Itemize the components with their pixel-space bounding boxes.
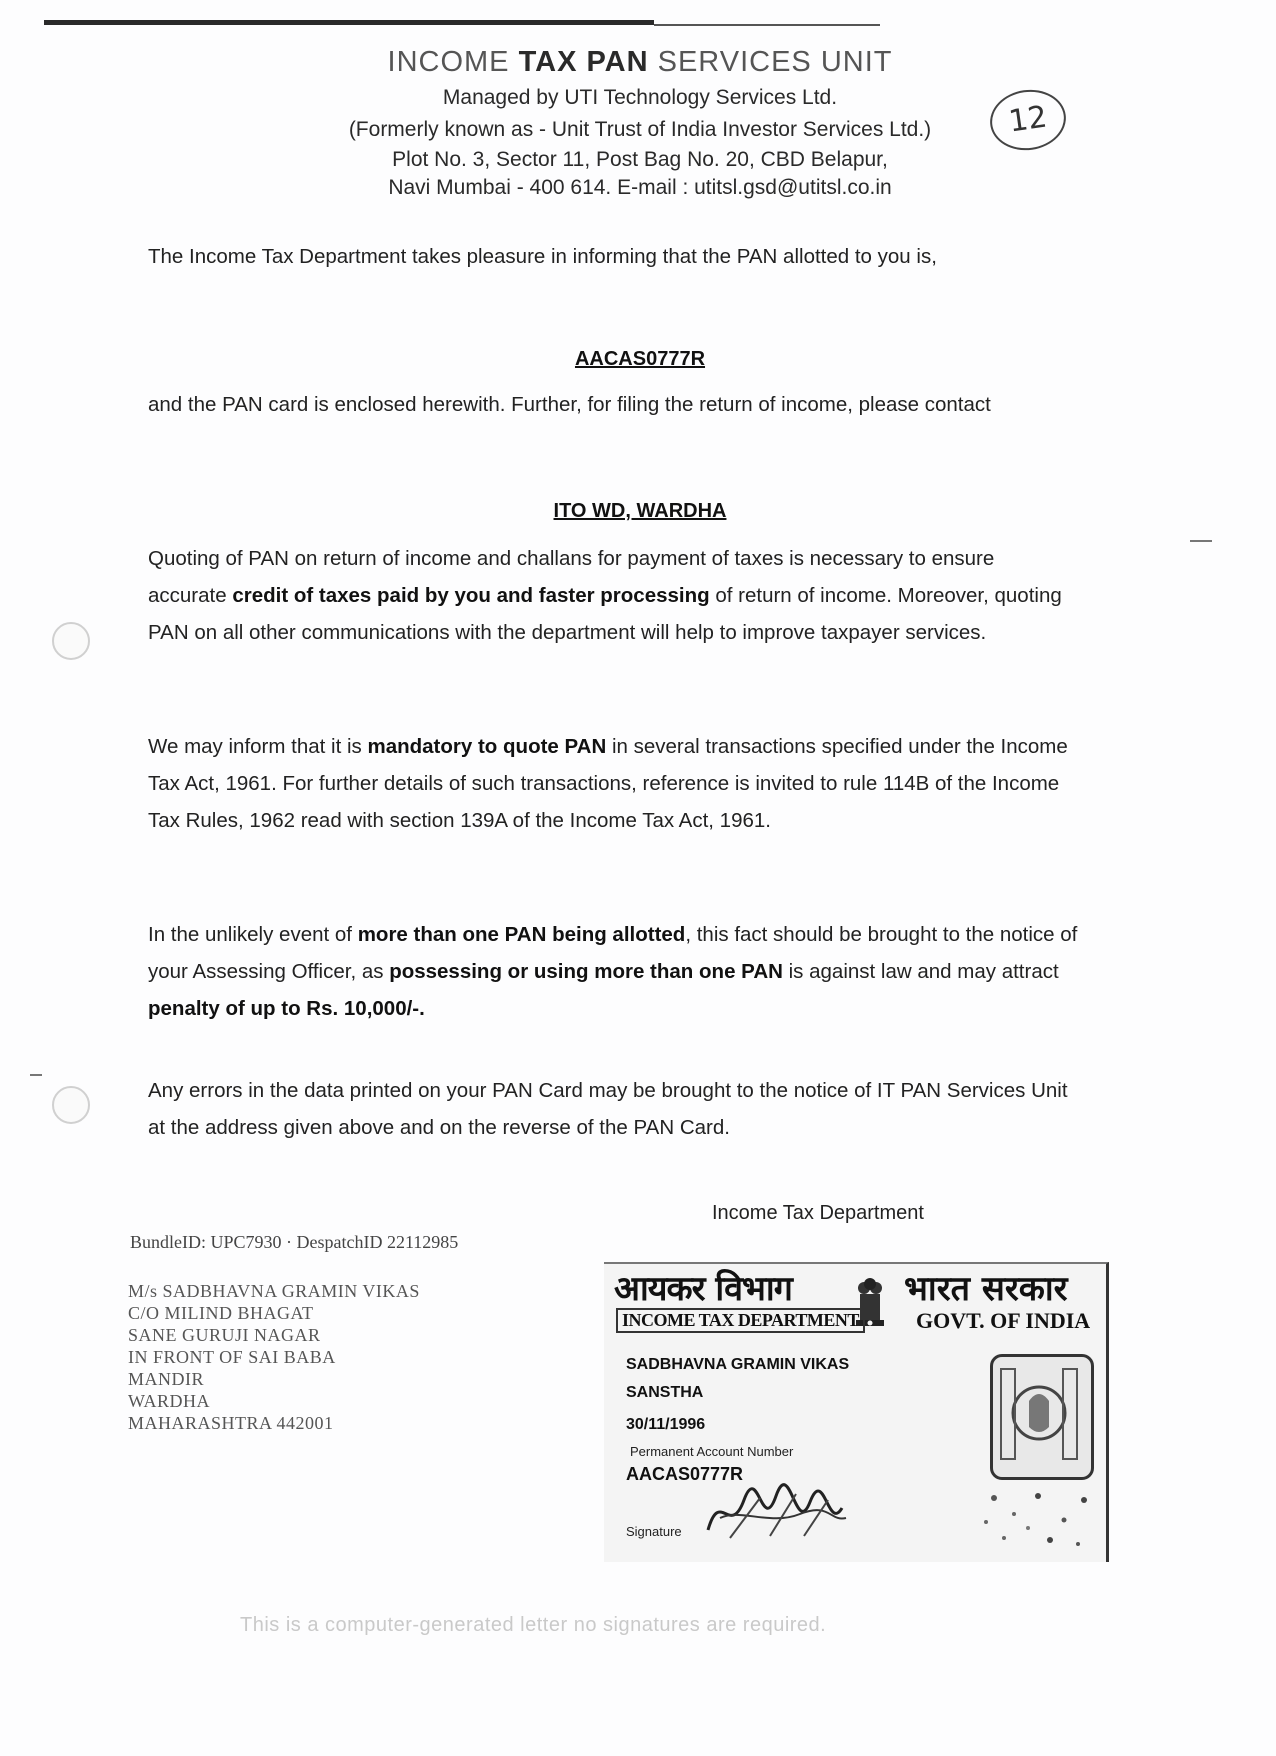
unlikely-paragraph [148,916,1078,1027]
itd-caption: Income Tax Department [712,1202,924,1224]
intro-paragraph: The Income Tax Department takes pleasure in informing that the PAN allotted to you is, [148,245,937,268]
address-line: SANE GURUJI NAGAR [128,1325,321,1345]
card-dept: INCOME TAX DEPARTMENT [616,1308,865,1333]
top-rule [44,20,654,25]
address-line: M/s SADBHAVNA GRAMIN VIKAS [128,1281,420,1301]
address-line: MAHARASHTRA 442001 [128,1413,334,1433]
quoting-text-bold: credit of taxes paid by you and faster processing [232,584,710,607]
quoting-paragraph [148,540,1078,651]
unlikely-text-bold-2: possessing or using more than one PAN [389,960,783,983]
letterhead-title-faint-2: SERVICES UNIT [657,46,893,78]
card-govt: GOVT. OF INDIA [916,1308,1091,1333]
unlikely-text-c: is against law and may attract [782,960,1059,983]
card-name-line-1: SADBHAVNA GRAMIN VIKAS [626,1356,850,1373]
mandatory-text-a: We may inform that it is [148,735,368,758]
punch-hole [52,1086,90,1124]
unlikely-text-b: , this fact should be brought to the notice of your Assessing Officer, as [148,923,1078,983]
unlikely-text-bold-3: penalty of up to Rs. 10,000/-. [148,997,425,1020]
address-line: IN FRONT OF SAI BABA [128,1347,336,1367]
address-line: C/O MILIND BHAGAT [128,1303,314,1323]
letterhead-title-faint: INCOME [387,46,510,78]
letterhead-title-bold: TAX PAN [518,46,649,78]
footer-note: This is a computer-generated letter no signatures are required. [240,1614,827,1636]
card-signature-label: Signature [626,1524,682,1539]
letterhead-address-1: Plot No. 3, Sector 11, Post Bag No. 20, CBD Belapur, [392,148,888,171]
top-rule-thin [654,24,880,26]
mandatory-text-bold: mandatory to quote PAN [367,735,607,758]
margin-mark [30,1074,42,1076]
punch-hole [52,622,90,660]
card-name-line-2: SANSTHA [626,1384,704,1401]
pan-number: AACAS0777R [574,348,706,370]
letterhead-managed-by: Managed by UTI Technology Services Ltd. [442,86,838,109]
card-hindi-govt: भारत सरकार [904,1269,1068,1309]
errors-paragraph: Any errors in the data printed on your PAN Card may be brought to the notice of IT PAN Services Unit at the address given above and on the reverse of the PAN Card. [148,1079,1068,1139]
card-pan-number: AACAS0777R [626,1464,744,1484]
mandatory-paragraph [148,728,1078,839]
card-date: 30/11/1996 [626,1416,706,1433]
address-line: WARDHA [128,1391,210,1411]
signature-scribble-icon [700,1478,850,1548]
address-line: MANDIR [128,1369,205,1389]
quoting-text-b: of return of income. Moreover, quoting PAN on all other communications with the department will help to improve taxpayer services. [148,584,1062,644]
enclosed-paragraph: and the PAN card is enclosed herewith. Further, for filing the return of income, please contact [148,393,991,416]
card-pan-label: Permanent Account Number [630,1444,794,1459]
unlikely-text-a: In the unlikely event of [148,923,358,946]
card-photo-frame [990,1354,1094,1480]
card-photo-hologram-icon [993,1357,1085,1471]
card-hindi-dept: आयकर विभाग [614,1269,792,1309]
letterhead-formerly: (Formerly known as - Unit Trust of India Investor Services Ltd.) [348,118,932,141]
quoting-text-a: Quoting of PAN on return of income and challans for payment of taxes is necessary to ensure accurate [148,547,995,607]
margin-mark [1190,540,1212,542]
handwritten-page-number: 12 [986,85,1070,155]
unlikely-text-bold-1: more than one PAN being allotted [357,923,686,946]
recipient-address [128,1280,420,1434]
letterhead-title [200,46,1080,79]
pan-card-image [604,1262,1109,1562]
card-texture-icon [974,1478,1098,1556]
mandatory-text-b: in several transactions specified under the Income Tax Act, 1961. For further details of such transactions, reference is invited to rule 114B of the Income Tax Rules, 1962 read with section 139A of the Income Tax Act, 1961. [148,735,1068,832]
ito-office: ITO WD, WARDHA [553,500,727,522]
bundle-despatch-id: BundleID: UPC7930 · DespatchID 22112985 [130,1232,459,1252]
letterhead-address-2: Navi Mumbai - 400 614. E-mail : utitsl.gsd@utitsl.co.in [388,176,892,199]
